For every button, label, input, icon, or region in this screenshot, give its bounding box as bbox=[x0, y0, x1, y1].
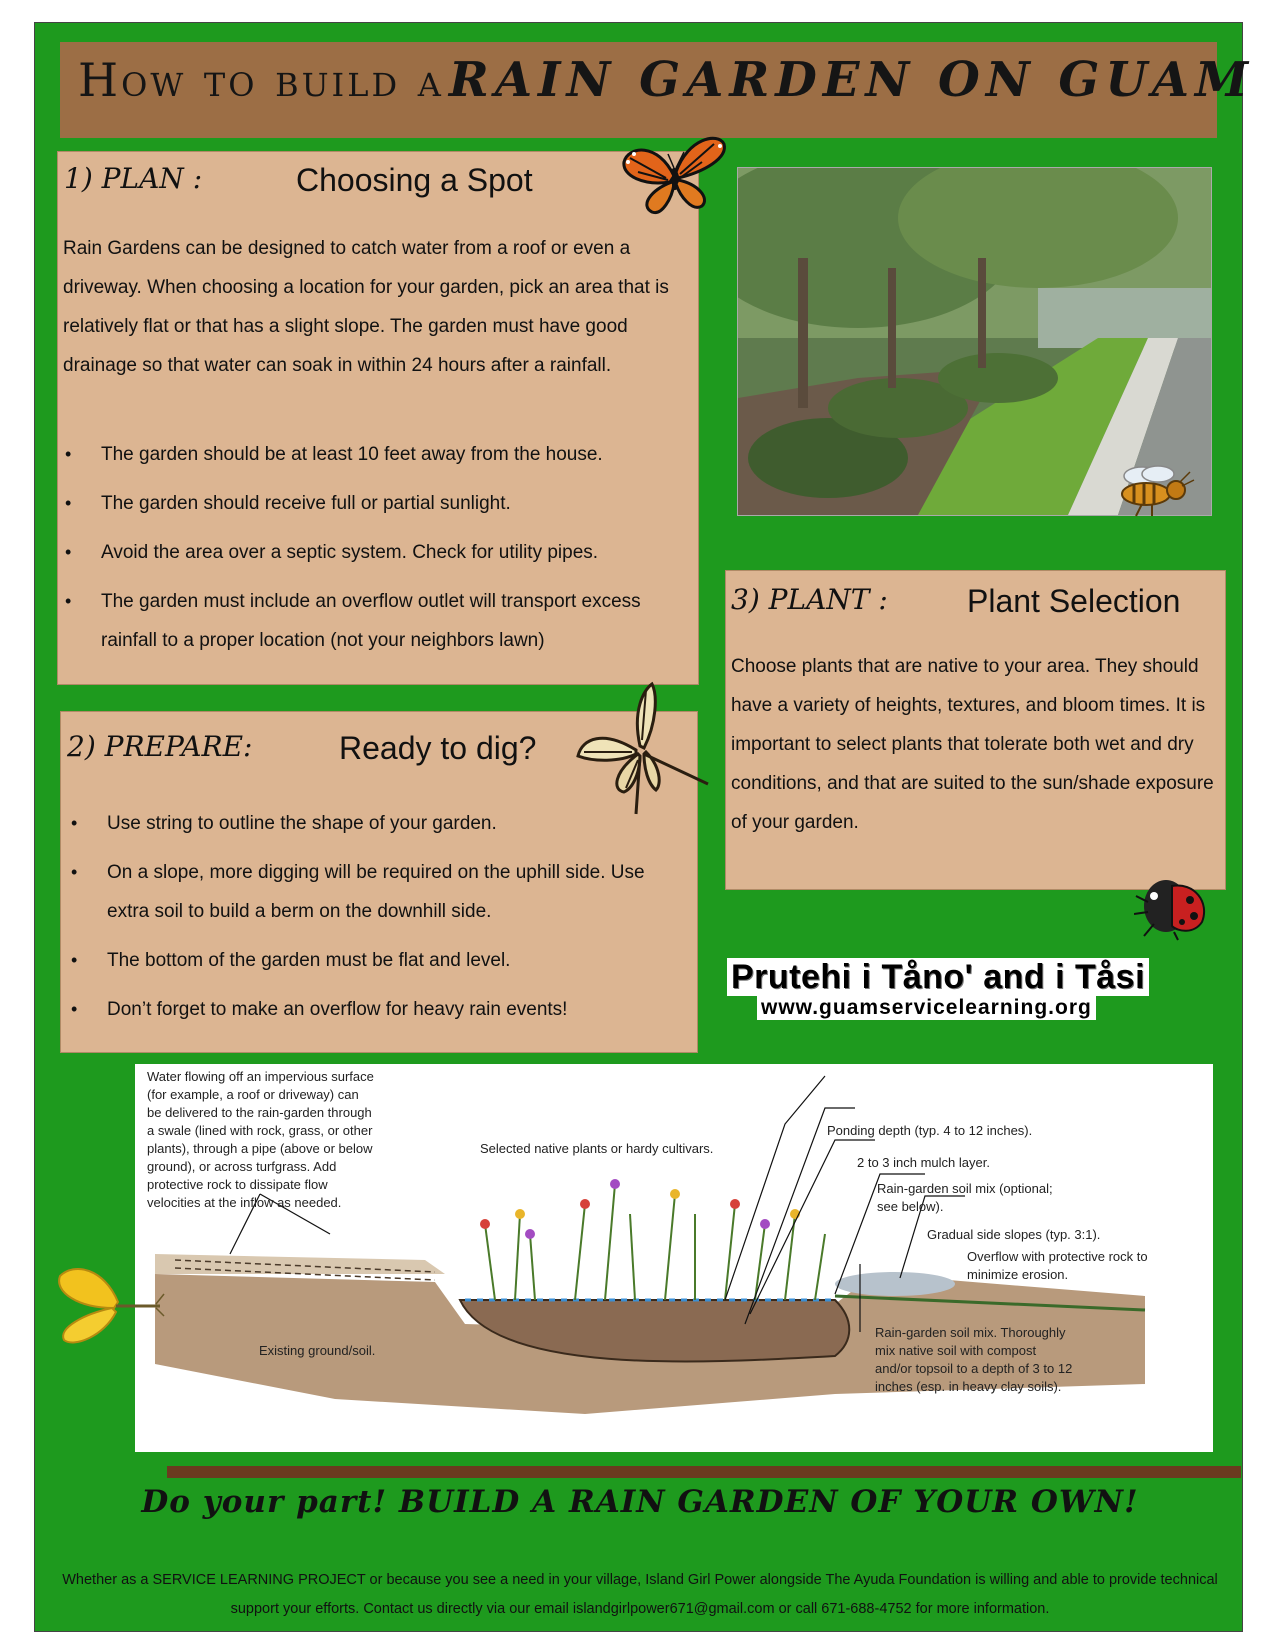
label-mulch: 2 to 3 inch mulch layer. bbox=[857, 1155, 990, 1170]
label-soil-mix: Rain-garden soil mix (optional; see below). bbox=[877, 1181, 1053, 1214]
plant-step-label: 3) PLANT : bbox=[731, 583, 888, 616]
plant-panel bbox=[725, 570, 1226, 890]
footer-text: Whether as a SERVICE LEARNING PROJECT or because you see a need in your village, Island Girl Power alongside The Ayuda Foundation is willing and able to provide technical support your efforts. Contact us directly via our email islandgirlpower671@gmail.com or call 671-688-4752 for more information. bbox=[62, 1572, 1218, 1617]
bee-icon bbox=[1112, 460, 1196, 520]
label-slopes: Gradual side slopes (typ. 3:1). bbox=[927, 1227, 1101, 1242]
plan-intro: Rain Gardens can be designed to catch water from a roof or even a driveway. When choosing a location for your garden, pick an area that is relatively flat or that has a slight slope. The garden must have good drainage so that water can soak in within 24 hours after a rainfall. bbox=[63, 238, 669, 376]
plant-body: Choose plants that are native to your area. They should have a variety of heights, textures, and bloom times. It is important to select plants that tolerate both wet and dry conditions, and that are suited to the sun/shade exposure of your garden. bbox=[731, 656, 1214, 833]
list-item: • The bottom of the garden must be flat and level. bbox=[69, 941, 689, 980]
label-plants: Selected native plants or hardy cultivars. bbox=[480, 1141, 714, 1156]
label-ponding: Ponding depth (typ. 4 to 12 inches). bbox=[827, 1123, 1033, 1138]
prepare-bullet-list bbox=[69, 804, 689, 1039]
plan-bullet-list bbox=[63, 435, 695, 670]
prepare-step-label: 2) PREPARE: bbox=[67, 730, 253, 763]
page-title bbox=[78, 52, 1255, 128]
list-item: • The garden should receive full or partial sunlight. bbox=[63, 484, 695, 523]
monarch-butterfly-icon bbox=[618, 132, 730, 216]
rain-garden-diagram bbox=[135, 1064, 1213, 1452]
brand-url[interactable]: www.guamservicelearning.org bbox=[757, 996, 1096, 1020]
divider-bar bbox=[167, 1466, 1241, 1478]
list-item: • Don’t forget to make an overflow for heavy rain events! bbox=[69, 990, 689, 1029]
label-soil-detail: Rain-garden soil mix. Thoroughly mix native soil with compost and/or topsoil to a depth of 3 to 12 inches (esp. in heavy clay soils). bbox=[875, 1325, 1073, 1394]
swallowtail-butterfly-icon bbox=[574, 680, 712, 818]
plan-subhead: Choosing a Spot bbox=[296, 162, 533, 198]
ladybug-icon bbox=[1134, 872, 1214, 942]
label-existing: Existing ground/soil. bbox=[259, 1343, 376, 1358]
list-item: • The garden should be at least 10 feet away from the house. bbox=[63, 435, 695, 474]
list-item: • The garden must include an overflow outlet will transport excess rainfall to a proper location (not your neighbors lawn) bbox=[63, 582, 695, 660]
yellow-butterfly-icon bbox=[48, 1258, 166, 1348]
title-plain: How to build a bbox=[78, 53, 444, 107]
prepare-subhead: Ready to dig? bbox=[339, 730, 537, 766]
brand-name: Prutehi i Tåno' and i Tåsi bbox=[727, 958, 1149, 996]
title-fancy: RAIN GARDEN ON GUAM bbox=[448, 52, 1255, 108]
list-item: • Avoid the area over a septic system. Check for utility pipes. bbox=[63, 533, 695, 572]
label-overflow: Overflow with protective rock to minimize erosion. bbox=[967, 1249, 1148, 1282]
plan-panel bbox=[57, 151, 699, 685]
plan-step-label: 1) PLAN : bbox=[64, 162, 203, 195]
list-item: • Use string to outline the shape of your garden. bbox=[69, 804, 689, 843]
list-item: • On a slope, more digging will be required on the uphill side. Use extra soil to build a berm on the downhill side. bbox=[69, 853, 689, 931]
brand-block bbox=[727, 958, 1217, 1020]
call-to-action: Do your part! BUILD A RAIN GARDEN OF YOUR OWN! bbox=[141, 1484, 1139, 1520]
label-inflow: Water flowing off an impervious surface (for example, a roof or driveway) can be delivered to the rain-garden through a swale (lined with rock, grass, or other plants), through a pipe (above or below ground), or across turfgrass. Add protective rock to dissipate flow velocities at the inflow as needed. bbox=[147, 1069, 374, 1210]
plant-subhead: Plant Selection bbox=[967, 583, 1181, 619]
